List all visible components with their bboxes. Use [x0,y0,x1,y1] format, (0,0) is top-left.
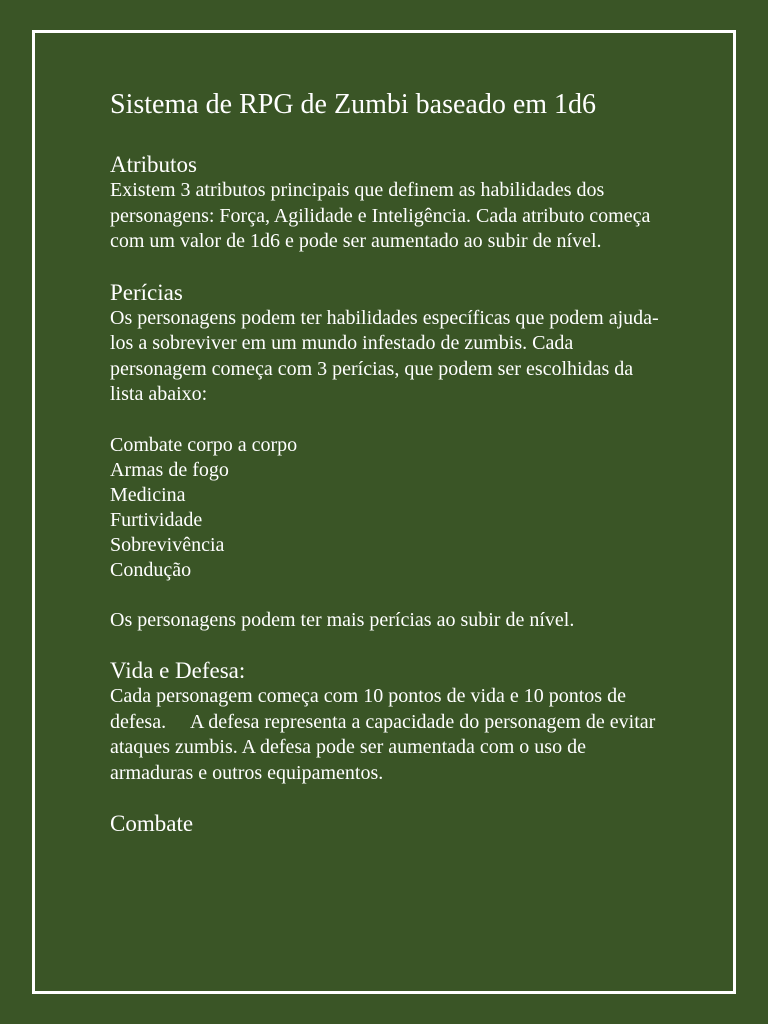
section-heading-pericias: Perícias [110,279,183,305]
spacer [110,255,670,280]
document-content [110,88,670,837]
section-heading-vida-defesa: Vida e Defesa: [110,658,246,683]
list-item: Condução [110,558,192,581]
section-text-pericias: Os personagens podem ter habilidades específicas que podem ajuda-los a sobreviver em um mundo infestado de zumbis. Cada personagem começa com 3 perícias, que podem ser escolhidas da lista abaixo: [110,306,659,405]
spacer [110,633,670,658]
list-item: Combate corpo a corpo [110,433,298,456]
list-item: Medicina [110,483,186,506]
spacer [110,786,670,811]
section-heading-combate: Combate [110,811,194,836]
list-item: Furtividade [110,508,203,531]
section-heading-atributos: Atributos [110,152,197,177]
section-atributos [110,152,670,255]
skills-list [110,433,670,583]
spacer [110,408,670,433]
document-title: Sistema de RPG de Zumbi baseado em 1d6 [110,89,597,120]
section-combate [110,811,670,837]
section-text-vida-defesa: Cada personagem começa com 10 pontos de vida e 10 pontos de defesa. A defesa representa a capacidade do personagem de evitar ataques zumbis. A defesa pode ser aumentada com o uso de armaduras e outros equipamentos. [110,685,661,784]
section-pericias [110,280,670,634]
list-item: Armas de fogo [110,458,229,481]
list-item: Sobrevivência [110,533,225,556]
section-text-atributos: Existem 3 atributos principais que definem as habilidades dos personagens: Força, Agilidade e Inteligência. Cada atributo começa com um valor de 1d6 e pode ser aumentado ao subir de nível. [110,179,651,252]
section-vida-defesa [110,658,670,786]
spacer [110,583,670,608]
section-footer-pericias: Os personagens podem ter mais perícias ao subir de nível. [110,608,575,631]
